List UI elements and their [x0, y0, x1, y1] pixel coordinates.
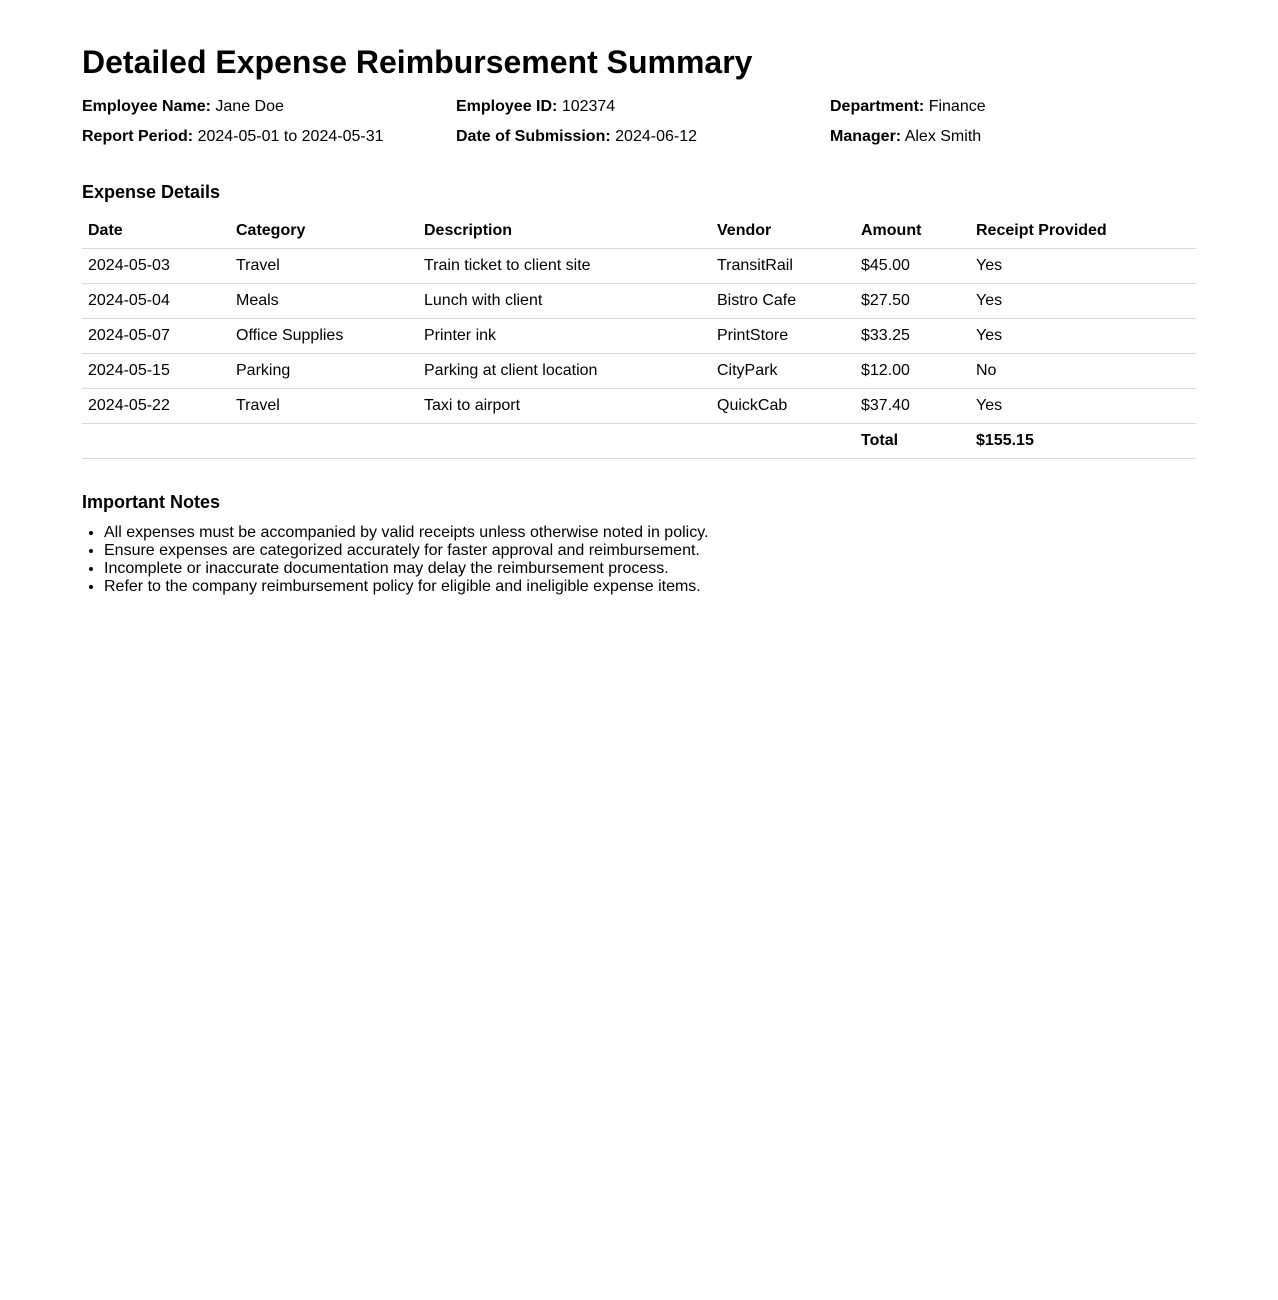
cell-description: Taxi to airport: [418, 389, 711, 424]
column-header-category: Category: [230, 214, 418, 249]
report-period-label: Report Period:: [82, 128, 194, 145]
cell-date: 2024-05-04: [82, 284, 230, 319]
employee-id-value: 102374: [561, 98, 616, 115]
column-header-amount: Amount: [855, 214, 970, 249]
table-row: [82, 319, 1196, 354]
employee-name-field: [82, 95, 456, 125]
total-row: [82, 424, 1196, 459]
manager-field: [830, 125, 1204, 155]
department-field: [830, 95, 1204, 125]
cell-category: Travel: [230, 389, 418, 424]
cell-category: Meals: [230, 284, 418, 319]
cell-vendor: TransitRail: [711, 249, 855, 284]
document-title: Detailed Expense Reimbursement Summary: [82, 44, 753, 80]
cell-receipt: Yes: [970, 284, 1196, 319]
cell-category: Office Supplies: [230, 319, 418, 354]
cell-receipt: Yes: [970, 249, 1196, 284]
total-label: Total: [855, 424, 970, 459]
manager-label: Manager:: [830, 128, 902, 145]
cell-description: Parking at client location: [418, 354, 711, 389]
total-row-spacer: [82, 424, 855, 459]
cell-description: Lunch with client: [418, 284, 711, 319]
cell-receipt: Yes: [970, 389, 1196, 424]
submission-date-label: Date of Submission:: [456, 128, 611, 145]
column-header-vendor: Vendor: [711, 214, 855, 249]
department-label: Department:: [830, 98, 925, 115]
cell-date: 2024-05-15: [82, 354, 230, 389]
employee-info: [82, 95, 1204, 155]
report-period-field: [82, 125, 456, 155]
cell-date: 2024-05-22: [82, 389, 230, 424]
employee-name-value: Jane Doe: [215, 98, 284, 115]
submission-date-field: [456, 125, 830, 155]
expense-details-heading: Expense Details: [82, 182, 221, 202]
cell-vendor: CityPark: [711, 354, 855, 389]
employee-id-field: [456, 95, 830, 125]
cell-vendor: Bistro Cafe: [711, 284, 855, 319]
table-header-row: [82, 214, 1196, 249]
note-item: • All expenses must be accompanied by valid receipts unless otherwise noted in policy.: [104, 524, 708, 542]
cell-date: 2024-05-03: [82, 249, 230, 284]
column-header-description: Description: [418, 214, 711, 249]
department-value: Finance: [928, 98, 986, 115]
expense-table: [82, 214, 1196, 459]
table-row: [82, 284, 1196, 319]
note-item: • Incomplete or inaccurate documentation may delay the reimbursement process.: [104, 560, 708, 578]
table-row: [82, 354, 1196, 389]
employee-name-label: Employee Name:: [82, 98, 211, 115]
cell-receipt: Yes: [970, 319, 1196, 354]
table-row: [82, 249, 1196, 284]
cell-description: Printer ink: [418, 319, 711, 354]
cell-receipt: No: [970, 354, 1196, 389]
cell-amount: $27.50: [855, 284, 970, 319]
manager-value: Alex Smith: [904, 128, 982, 145]
cell-amount: $12.00: [855, 354, 970, 389]
table-row: [82, 389, 1196, 424]
cell-category: Parking: [230, 354, 418, 389]
important-notes-heading: Important Notes: [82, 492, 221, 512]
cell-vendor: QuickCab: [711, 389, 855, 424]
cell-amount: $37.40: [855, 389, 970, 424]
column-header-receipt: Receipt Provided: [970, 214, 1196, 249]
note-item: • Refer to the company reimbursement policy for eligible and ineligible expense items.: [104, 578, 708, 596]
column-header-date: Date: [82, 214, 230, 249]
cell-category: Travel: [230, 249, 418, 284]
cell-date: 2024-05-07: [82, 319, 230, 354]
cell-amount: $33.25: [855, 319, 970, 354]
report-period-value: 2024-05-01 to 2024-05-31: [197, 128, 384, 145]
cell-description: Train ticket to client site: [418, 249, 711, 284]
cell-vendor: PrintStore: [711, 319, 855, 354]
note-item: • Ensure expenses are categorized accurately for faster approval and reimbursement.: [104, 542, 708, 560]
notes-list: [82, 524, 708, 596]
employee-id-label: Employee ID:: [456, 98, 558, 115]
total-value: $155.15: [970, 424, 1196, 459]
cell-amount: $45.00: [855, 249, 970, 284]
submission-date-value: 2024-06-12: [615, 128, 697, 145]
